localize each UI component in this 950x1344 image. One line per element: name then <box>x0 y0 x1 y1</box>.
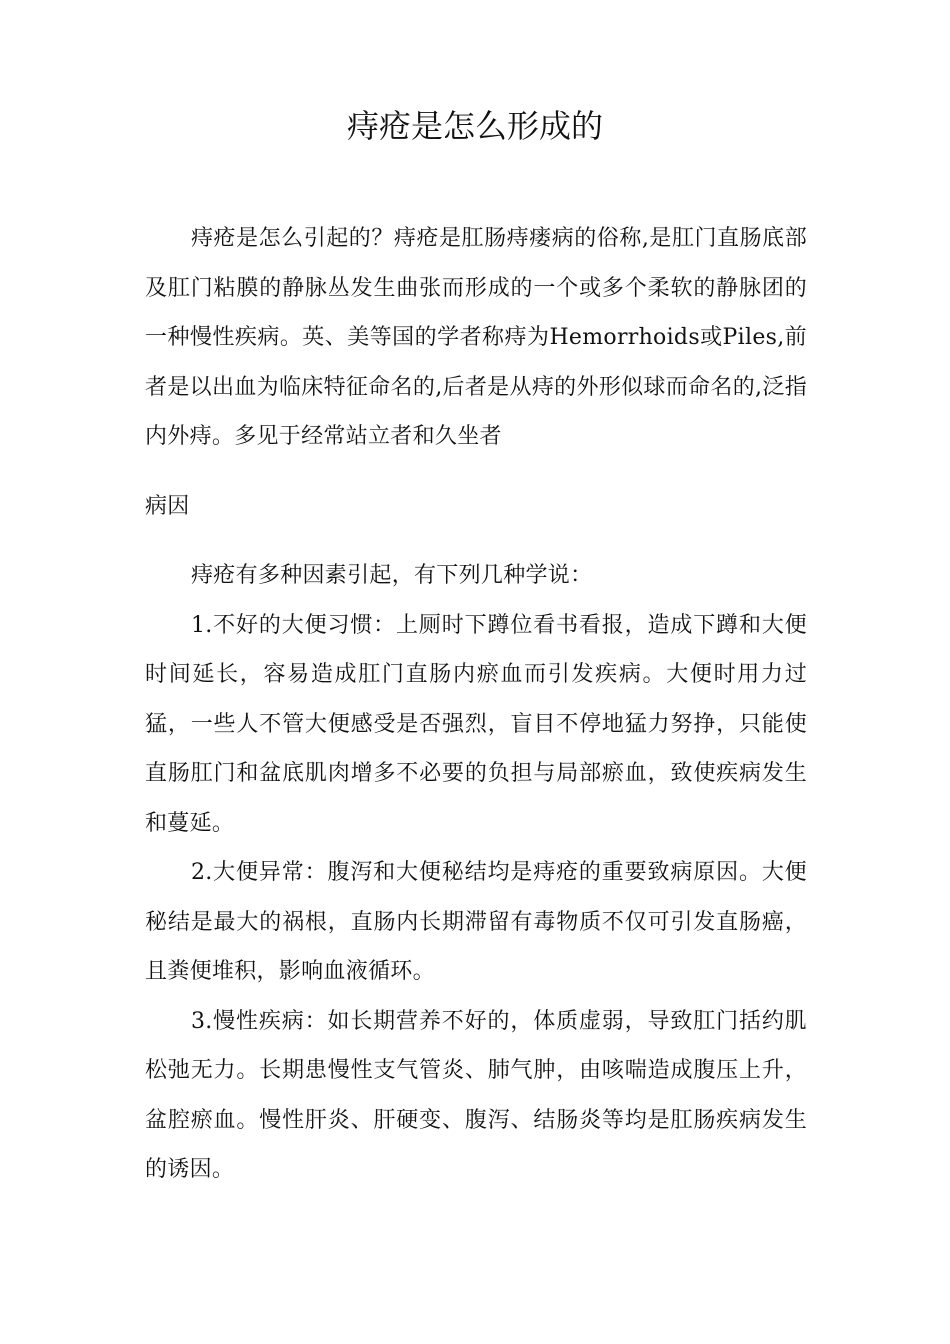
paragraph-cause-1: 1.不好的大便习惯：上厕时下蹲位看书看报，造成下蹲和大便时间延长，容易造成肛门直肠内瘀血而引发疾病。大便时用力过猛，一些人不管大便感受是否强烈，盲目不停地猛力努挣，只能使直肠肛门和盆底肌肉增多不必要的负担与局部瘀血，致使疾病发生和蔓延。 <box>145 612 807 836</box>
paragraph-cause-2: 2.大便异常：腹泻和大便秘结均是痔疮的重要致病原因。大便秘结是最大的祸根，直肠内长期滞留有毒物质不仅可引发直肠癌，且粪便堆积，影响血液循环。 <box>145 860 807 984</box>
section-heading-cause: 病因 <box>145 493 190 519</box>
paragraph-cause-3: 3.慢性疾病：如长期营养不好的，体质虚弱，导致肛门括约肌松弛无力。长期患慢性支气管炎、肺气肿，由咳喘造成腹压上升，盆腔瘀血。慢性肝炎、肝硬变、腹泻、结肠炎等均是肛肠疾病发生的诱因。 <box>145 1008 807 1182</box>
document-title: 痔疮是怎么形成的 <box>346 107 603 145</box>
document-body <box>145 214 807 1195</box>
intro-paragraph: 痔疮是怎么引起的？痔疮是肛肠痔瘘病的俗称,是肛门直肠底部及肛门粘膜的静脉丛发生曲张而形成的一个或多个柔软的静脉团的一种慢性疾病。英、美等国的学者称痔为Hemorrhoids或Piles,前者是以出血为临床特征命名的,后者是从痔的外形似球而命名的,泛指内外痔。多见于经常站立者和久坐者 <box>145 226 807 449</box>
paragraph-causes-intro: 痔疮有多种因素引起，有下列几种学说： <box>191 563 593 588</box>
